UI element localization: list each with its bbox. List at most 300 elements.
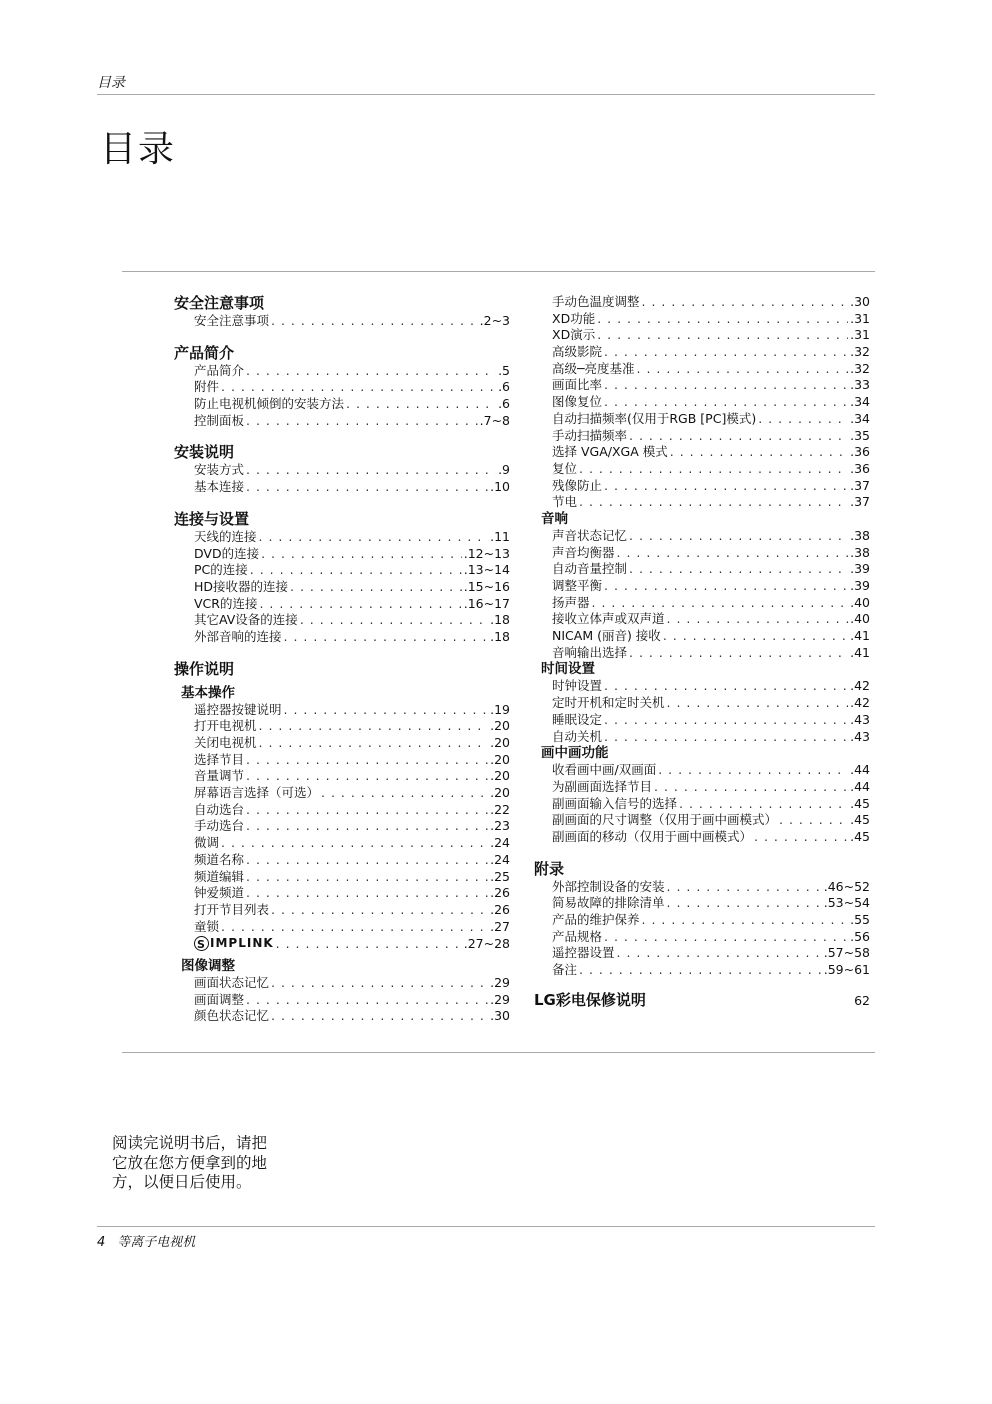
dot-leader [579,962,822,979]
toc-entry[interactable] [174,835,510,852]
toc-entry-label: 微调 [194,835,220,851]
toc-entry-page: .40 [850,594,870,610]
toc-entry-page: .36 [850,444,870,460]
toc-entry-label: 防止电视机倾倒的安装方法 [194,396,345,412]
toc-entry-label: XD功能 [552,310,596,326]
toc-entry-page: .39 [850,561,870,577]
toc-entry-label: 画面状态记忆 [194,974,270,990]
dot-leader [271,975,488,992]
dot-leader [246,752,488,769]
toc-entry[interactable] [534,779,870,796]
toc-entry-page: .24 [490,835,510,851]
toc-section-title: 安装说明 [174,443,235,462]
toc-entry[interactable] [534,796,870,813]
dot-leader [642,294,849,311]
toc-entry[interactable] [534,545,870,562]
toc-entry-label: 外部音响的连接 [194,628,282,644]
toc-entry-page: .40 [850,611,870,627]
toc-entry-label: 自动选台 [194,801,245,817]
dot-leader [579,461,848,478]
toc-entry-label: 图像复位 [552,394,603,410]
toc-entry-page: .2~3 [479,313,510,328]
footer-rule [97,1226,875,1227]
toc-entry-label: 选择 VGA/XGA 模式 [552,444,668,460]
toc-entry-page: .24 [490,851,510,867]
toc-entry-page: .13~14 [463,562,510,578]
dot-leader [221,835,488,852]
toc-entry-label: 定时开机和定时关机 [552,695,665,711]
toc-entry[interactable] [534,762,870,779]
toc-entry-label: 遥控器按键说明 [194,701,282,717]
simplink-ring-icon: S [194,936,209,951]
toc-entry-page: .29 [490,974,510,990]
page-footer [97,1231,195,1250]
toc-entry[interactable] [534,411,870,428]
toc-entry-label: 音响输出选择 [552,644,628,660]
dot-leader [637,361,849,378]
toc-entry-label: 副画面的尺寸调整（仅用于画中画模式） [552,812,778,828]
toc-entry[interactable] [534,478,870,495]
toc-entry-page: .26 [490,885,510,901]
toc-entry-page: .37 [850,477,870,493]
toc-entry-page: .16~17 [463,595,510,611]
toc-entry-page: .34 [850,410,870,426]
toc-bottom-rule [122,1052,875,1053]
dot-leader [658,762,848,779]
toc-entry-label: 调整平衡 [552,578,603,593]
toc-entry-label: 选择节目 [194,751,245,767]
dot-leader [246,992,488,1009]
toc-entry-page: .41 [850,644,870,660]
toc-entry-label: 童锁 [194,918,220,934]
toc-entry[interactable] [174,785,510,802]
toc-entry[interactable] [174,852,510,869]
product-name: 等离子电视机 [117,1235,196,1250]
dot-leader [246,462,496,479]
toc-entry-label: 节电 [552,494,578,510]
dot-leader [300,612,488,629]
toc-entry[interactable] [174,479,510,496]
toc-entry-label: 收看画中画/双画面 [552,762,657,778]
toc-entry-label: 其它AV设备的连接 [194,612,298,628]
toc-entry-label: 关闭电视机 [194,735,257,750]
toc-entry-page: .27 [490,918,510,934]
dot-leader [654,779,848,796]
toc-entry-page: .38 [850,544,870,560]
toc-entry-page: .55 [850,912,870,927]
toc-entry[interactable] [534,895,870,912]
toc-entry-label: XD演示 [552,327,596,343]
toc-entry[interactable] [534,327,870,344]
toc-entry-label: 复位 [552,460,578,476]
toc-entry[interactable] [534,712,870,729]
dot-leader [670,444,848,461]
toc-section-title: 安全注意事项 [174,294,265,312]
toc-entry[interactable] [174,735,510,752]
toc-entry-label: 睡眠设定 [552,711,603,727]
page-title: 目录 [100,129,177,170]
toc-subsection-title: 基本操作 [181,684,235,701]
toc-entry-page: .26 [490,901,510,917]
dot-leader [604,578,848,595]
toc-entry-label: 频道编辑 [194,868,245,884]
dot-leader [246,768,488,785]
dot-leader [604,929,848,946]
toc-entry[interactable] [534,678,870,695]
toc-entry[interactable] [174,718,510,735]
toc-entry-label: 自动扫描频率(仅用于RGB [PC]模式) [552,410,757,426]
dot-leader [246,852,488,869]
dot-leader [679,796,848,813]
dot-leader [246,413,478,430]
dot-leader [758,411,848,428]
toc-entry-page: .43 [850,711,870,727]
toc-entry[interactable] [534,528,870,545]
toc-entry-page: .31 [850,327,870,343]
dot-leader [261,546,462,563]
dot-leader [604,377,848,394]
toc-entry-page: .29 [490,991,510,1007]
dot-leader [604,344,848,361]
toc-entry-page: .27~28 [463,936,510,952]
toc-entry[interactable] [174,869,510,886]
toc-entry-page: .35 [850,427,870,443]
toc-entry-label: HD接收器的连接 [194,578,289,594]
dot-leader [629,561,848,578]
toc-entry[interactable] [534,611,870,628]
toc-entry[interactable] [174,562,510,579]
toc-entry[interactable] [174,612,510,629]
toc-entry[interactable] [534,695,870,712]
dot-leader [271,313,478,330]
toc-entry-page: .7~8 [479,412,510,428]
toc-entry-page: .45 [850,828,870,844]
toc-entry-label: 产品的维护保养 [552,912,640,927]
toc-entry[interactable] [174,919,510,936]
toc-entry[interactable] [534,829,870,846]
dot-leader [604,478,848,495]
toc-entry-label: 画面调整 [194,991,245,1007]
dot-leader [321,785,488,802]
toc-top-rule [122,271,875,272]
toc-entry-label: VCR的连接 [194,595,258,611]
dot-leader [271,1008,488,1025]
dot-leader [271,902,488,919]
dot-leader [246,818,488,835]
toc-entry[interactable] [174,579,510,596]
toc-entry[interactable] [534,879,870,896]
toc-entry[interactable] [174,313,510,330]
toc-right-column [534,294,870,1010]
dot-leader [259,735,489,752]
dot-leader [246,869,488,886]
toc-entry-label: 基本连接 [194,479,245,495]
toc-entry-label [194,935,274,953]
dot-leader [246,363,496,380]
toc-entry[interactable] [174,529,510,546]
toc-entry-page: .37 [850,494,870,510]
toc-entry-page: .5 [498,362,510,378]
dot-leader [246,885,488,902]
toc-entry-label: 打开电视机 [194,718,257,734]
toc-entry[interactable] [174,768,510,785]
toc-entry-page: .44 [850,778,870,794]
toc-entry-label: 副画面的移动（仅用于画中画模式） [552,828,753,844]
running-header: 目录 [97,75,125,91]
toc-entry[interactable] [174,975,510,992]
toc-entry-label: 声音状态记忆 [552,527,628,543]
toc-entry-page: .42 [850,695,870,711]
toc-entry[interactable] [534,645,870,662]
toc-entry-label: 手动选台 [194,818,245,834]
toc-entry-page: .23 [490,818,510,834]
toc-entry[interactable] [174,802,510,819]
dot-leader [604,678,848,695]
toc-entry-label: 扬声器 [552,594,590,610]
dot-leader [604,712,848,729]
dot-leader [250,562,462,579]
toc-section-title: 连接与设置 [174,509,250,528]
dot-leader [597,311,848,328]
toc-entry-page: .19 [490,701,510,717]
toc-entry-label: 钟爱频道 [194,885,245,901]
toc-section-title: 产品简介 [174,343,235,362]
toc-entry-label: 遥控器设置 [552,945,615,961]
toc-subsection-title: 图像调整 [181,957,235,974]
toc-entry-page: .53~54 [823,895,870,911]
toc-entry-label: 画面比率 [552,377,603,393]
dot-leader [259,596,461,613]
toc-entry-page: .20 [490,768,510,784]
toc-entry-label: DVD的连接 [194,545,260,561]
toc-entry-page: .38 [850,527,870,543]
dot-leader [604,729,848,746]
toc-entry[interactable] [174,363,510,380]
toc-entry-page: .20 [490,718,510,734]
toc-entry[interactable] [534,361,870,378]
toc-entry-page: .25 [490,868,510,884]
dot-leader [667,895,822,912]
toc-entry-label: 打开节目列表 [194,901,270,917]
storage-note: 阅读完说明书后，请把它放在您方便拿到的地方，以便日后使用。 [112,1134,268,1191]
toc-entry-page: .41 [850,628,870,644]
warranty-entry[interactable] [534,989,870,1010]
toc-subsection-title: 画中画功能 [541,745,609,762]
dot-leader [642,912,849,929]
toc-entry-label: 音量调节 [194,768,245,784]
toc-entry-label: 简易故障的排除清单 [552,895,665,911]
toc-entry-page: .20 [490,735,510,750]
toc-section-title: 附录 [534,859,565,878]
warranty-title: LG彩电保修说明 [534,990,646,1009]
toc-entry[interactable] [174,818,510,835]
toc-entry[interactable] [174,1008,510,1025]
toc-entry[interactable] [174,752,510,769]
toc-entry[interactable] [534,311,870,328]
toc-entry[interactable] [534,912,870,929]
dot-leader [667,611,849,628]
toc-entry[interactable] [174,902,510,919]
dot-leader [667,879,822,896]
toc-entry[interactable] [534,428,870,445]
simplink-logo-text: IMPLINK [210,936,274,951]
toc-entry[interactable] [534,929,870,946]
toc-entry-page: .32 [850,360,870,376]
toc-entry-label: 天线的连接 [194,528,257,544]
page-number: 4 [97,1235,106,1250]
dot-leader [604,394,848,411]
toc-entry-page: .6 [498,379,510,395]
dot-leader [579,494,848,511]
toc-entry[interactable] [534,461,870,478]
dot-leader [592,595,849,612]
dot-leader [276,936,462,953]
toc-entry-page: .11 [490,528,510,544]
toc-entry-label: 外部控制设备的安装 [552,878,665,894]
dot-leader [259,529,489,546]
toc-entry[interactable] [174,992,510,1009]
toc-left-column [174,294,510,1025]
dot-leader [246,802,488,819]
simplink-logo [194,935,274,952]
toc-entry-label: 安装方式 [194,462,245,478]
toc-entry-page: .18 [490,612,510,628]
toc-entry-label: 备注 [552,962,578,978]
toc-entry[interactable] [534,444,870,461]
toc-entry-page: .20 [490,751,510,767]
dot-leader [779,812,848,829]
dot-leader [754,829,848,846]
toc-entry[interactable] [534,377,870,394]
toc-entry-label: 屏幕语言选择（可选） [194,785,320,801]
toc-entry-label: 高级影院 [552,344,603,360]
toc-entry-label: 残像防止 [552,477,603,493]
toc-entry-label: 颜色状态记忆 [194,1008,270,1024]
toc-entry-page: .30 [490,1008,510,1024]
toc-entry-page: .46~52 [823,878,870,894]
toc-entry[interactable] [174,702,510,719]
dot-leader [617,945,822,962]
dot-leader [284,629,489,646]
toc-entry[interactable] [174,379,510,396]
toc-entry[interactable] [534,812,870,829]
toc-entry-page: .32 [850,344,870,360]
toc-entry[interactable] [174,462,510,479]
toc-entry[interactable] [174,546,510,563]
toc-entry-label: 接收立体声或双声道 [552,611,665,627]
dot-leader [667,695,849,712]
toc-entry[interactable] [534,578,870,595]
toc-entry-page: .33 [850,377,870,393]
toc-entry-page: .12~13 [463,545,510,561]
dot-leader [221,919,488,936]
toc-entry[interactable] [534,344,870,361]
dot-leader [346,396,496,413]
toc-entry[interactable] [174,413,510,430]
warranty-page: 62 [854,992,870,1008]
toc-entry[interactable] [534,729,870,746]
dot-leader [246,479,488,496]
toc-entry[interactable] [534,294,870,311]
toc-entry[interactable] [534,595,870,612]
toc-entry-page: .45 [850,795,870,811]
toc-entry-label: 手动扫描频率 [552,427,628,443]
toc-entry-page: .22 [490,801,510,817]
dot-leader [617,545,849,562]
header-rule [97,94,875,95]
toc-entry[interactable] [174,396,510,413]
toc-entry[interactable] [534,628,870,645]
toc-entry-page: .9 [498,462,510,478]
toc-entry-page: .31 [850,310,870,326]
toc-entry-page: .36 [850,460,870,476]
toc-entry[interactable] [534,494,870,511]
toc-entry-page: .56 [850,928,870,944]
toc-entry-label: 安全注意事项 [194,313,270,328]
toc-entry-label: 频道名称 [194,851,245,867]
toc-entry-page: .30 [850,294,870,309]
toc-entry-label: 副画面输入信号的选择 [552,795,678,811]
dot-leader [259,718,489,735]
dot-leader [629,428,848,445]
toc-entry[interactable] [174,935,510,952]
dot-leader [290,579,462,596]
toc-entry-page: .43 [850,728,870,744]
dot-leader [663,628,848,645]
toc-entry[interactable] [534,962,870,979]
toc-entry[interactable] [534,394,870,411]
dot-leader [597,327,848,344]
toc-entry-label: 产品规格 [552,928,603,944]
toc-entry-label: 手动色温度调整 [552,294,640,309]
toc-entry-page: .39 [850,578,870,593]
toc-subsection-title: 音响 [541,510,568,527]
toc-entry-label: NICAM (丽音) 接收 [552,628,661,644]
dot-leader [629,645,848,662]
dot-leader [221,379,496,396]
toc-entry-label: 自动关机 [552,728,603,744]
toc-entry-label: 产品简介 [194,362,245,378]
toc-entry-label: 控制面板 [194,412,245,428]
toc-entry[interactable] [534,561,870,578]
toc-entry-label: 附件 [194,379,220,395]
toc-entry-page: .59~61 [823,962,870,978]
toc-entry-page: .6 [498,396,510,412]
toc-entry[interactable] [174,629,510,646]
toc-entry-page: .42 [850,678,870,694]
toc-entry-page: .44 [850,762,870,778]
toc-entry-label: 自动音量控制 [552,561,628,577]
toc-entry-label: PC的连接 [194,562,248,578]
toc-entry-label: 高级─亮度基准 [552,360,635,376]
toc-entry-page: .10 [490,479,510,495]
toc-entry[interactable] [534,945,870,962]
toc-entry-page: .45 [850,812,870,828]
toc-entry-page: .18 [490,628,510,644]
toc-subsection-title: 时间设置 [541,661,595,678]
toc-entry[interactable] [174,596,510,613]
toc-section-title: 操作说明 [174,659,235,678]
dot-leader [284,702,489,719]
toc-entry[interactable] [174,885,510,902]
toc-entry-page: .15~16 [463,578,510,594]
toc-entry-label: 为副画面选择节目 [552,778,653,794]
toc-entry-page: .34 [850,394,870,410]
dot-leader [629,528,848,545]
toc-entry-label: 声音均衡器 [552,544,615,560]
toc-entry-page: .20 [490,785,510,801]
toc-entry-label: 时钟设置 [552,678,603,694]
